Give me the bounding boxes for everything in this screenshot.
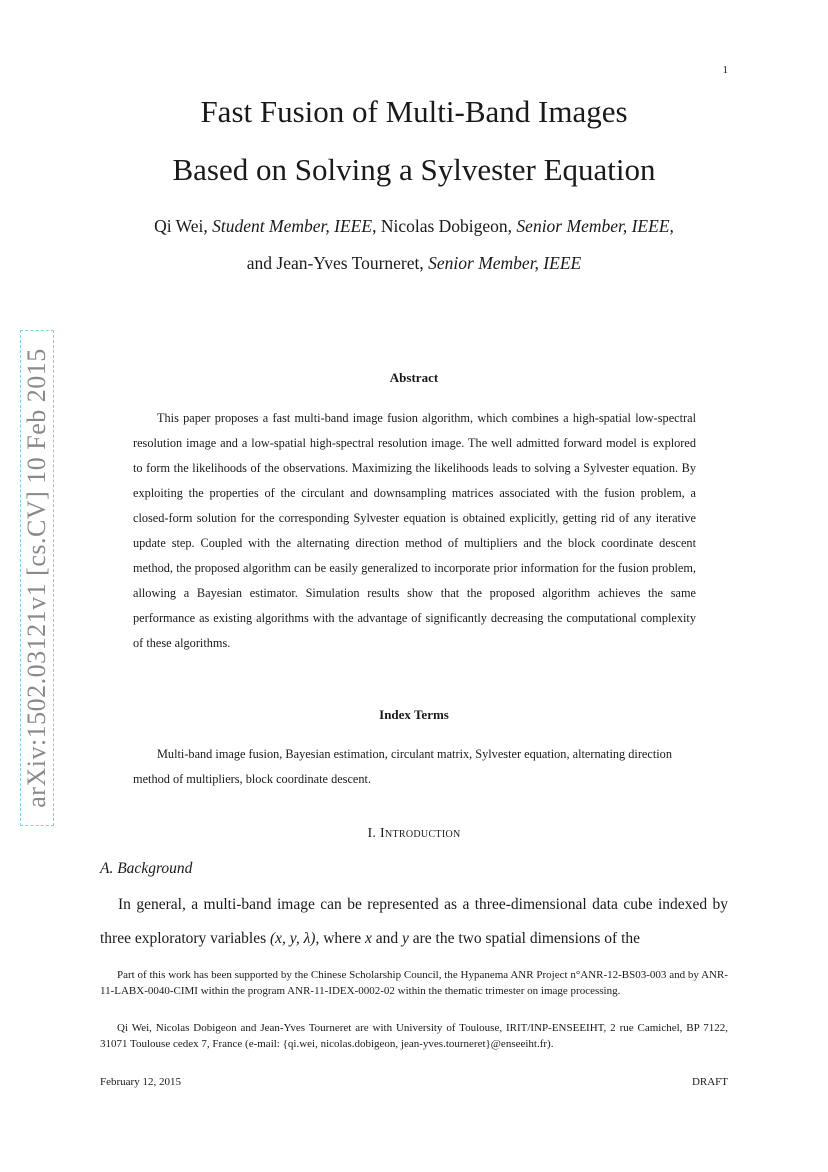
index-terms-heading: Index Terms (379, 707, 449, 722)
author-role: Student Member, IEEE (212, 216, 373, 236)
page-number: 1 (722, 64, 728, 76)
author-role: Senior Member, IEEE (428, 253, 582, 273)
arxiv-stamp[interactable] (20, 330, 54, 826)
abstract-text: This paper proposes a fast multi-band image fusion algorithm, which combines a high-spatial low-spectral resolution image and a low-spatial high-spectral resolution image. The well admitted forward model is explored to form the likelihoods of the observations. Maximizing the likelihoods leads to solving a Sylvester equation. By exploiting the properties of the circulant and downsampling matrices associated with the fusion problem, a closed-form solution for the corresponding Sylvester equation is obtained explicitly, getting rid of any iterative update step. Coupled with the alternating direction method of multipliers and the block coordinate descent method, the proposed algorithm can be easily generalized to incorporate prior information for the fusion problem, allowing a Bayesian estimator. Simulation results show that the proposed algorithm achieves the same performance as existing algorithms with the advantage of significantly decreasing the computational complexity of these algorithms. (133, 411, 696, 650)
author-line-2 (0, 253, 828, 274)
section-title: Introduction (380, 826, 461, 841)
footer-status: DRAFT (691, 1076, 728, 1088)
subsection-heading: A. Background (100, 860, 193, 877)
body-text-segment: , where (315, 930, 365, 947)
author-name: Qi Wei, (154, 216, 213, 236)
author-role: Senior Member, IEEE (516, 216, 670, 236)
footer-date: February 12, 2015 (100, 1076, 181, 1088)
funding-footnote: Part of this work has been supported by the Chinese Scholarship Council, the Hypanema ANR Project n°ANR-12-BS03-003 and by ANR-11-LABX-0040-CIMI within the program ANR-11-IDEX-0002-02 within the thematic trimester on image processing. (100, 969, 728, 997)
index-terms-text: Multi-band image fusion, Bayesian estimation, circulant matrix, Sylvester equation, alternating direction method of multipliers, block coordinate descent. (133, 747, 672, 786)
author-line-1 (0, 216, 828, 237)
body-text-segment: and (371, 930, 402, 947)
paper-title-line-1: Fast Fusion of Multi-Band Images (200, 94, 628, 129)
intro-paragraph (100, 888, 728, 956)
abstract-heading: Abstract (389, 370, 439, 385)
author-separator: , Nicolas Dobigeon, (372, 216, 517, 236)
math-expression: y (401, 930, 409, 947)
math-expression: (x, y, λ) (270, 930, 316, 947)
paper-title-line-2: Based on Solving a Sylvester Equation (172, 152, 656, 187)
author-name: and Jean-Yves Tourneret, (246, 253, 429, 273)
arxiv-identifier: arXiv:1502.03121v1 [cs.CV] 10 Feb 2015 (22, 348, 51, 808)
author-separator: , (669, 216, 674, 236)
section-numeral: I. (367, 826, 381, 841)
introduction-heading (0, 826, 828, 842)
body-text-segment: In general, a multi-band image can be represented as a three-dimensional data cube indexed by three exploratory variables (100, 896, 728, 947)
affiliation-footnote: Qi Wei, Nicolas Dobigeon and Jean-Yves Tourneret are with University of Toulouse, IRIT/INP-ENSEEIHT, 2 rue Camichel, BP 7122, 31071 Toulouse cedex 7, France (e-mail: {qi.wei, nicolas.dobigeon, jean-yves.tourneret}@enseeiht.fr). (100, 1022, 728, 1050)
math-expression: x (364, 930, 372, 947)
body-text-segment: are the two spatial dimensions of the (408, 930, 641, 947)
